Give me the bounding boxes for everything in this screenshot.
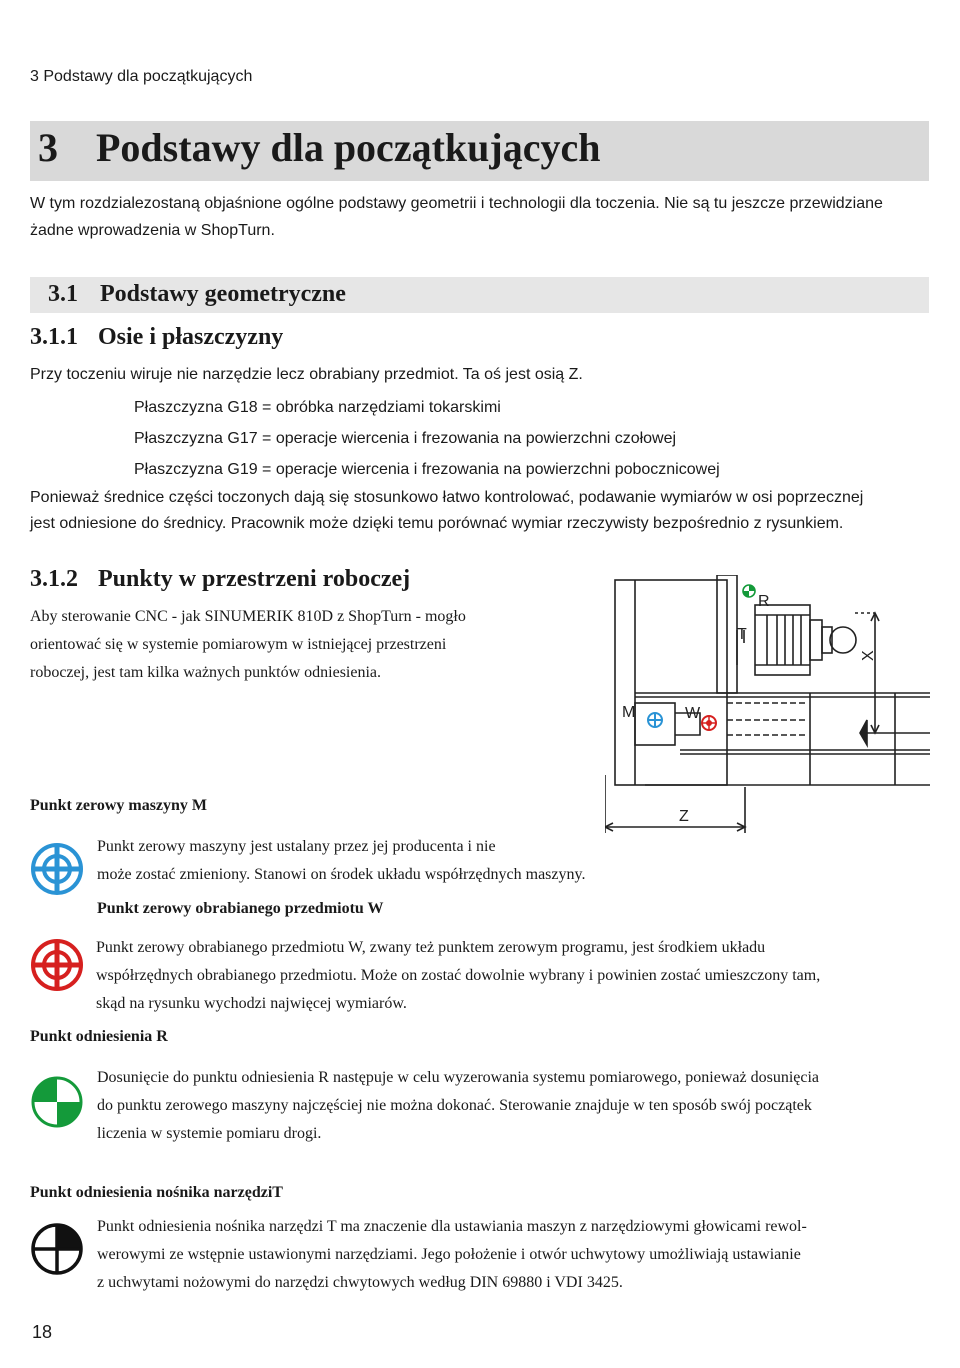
subsection-title: Punkty w przestrzeni roboczej: [98, 566, 411, 592]
tool-carrier-icon: [30, 1222, 84, 1276]
subsection-number: 3.1.1: [30, 324, 78, 350]
chapter-heading: [38, 124, 600, 171]
axis-paragraph: Przy toczeniu wiruje nie narzędzie lecz obrabiany przedmiot. Ta oś jest osią Z.: [30, 366, 583, 383]
subsection-heading-points: [30, 566, 410, 593]
reference-point-line: Dosunięcie do punktu odniesienia R następuje w celu wyzerowania systemu pomiarowego, ponieważ dosunięcia: [97, 1069, 820, 1086]
label-z: Z: [679, 808, 689, 825]
chapter-title: Podstawy dla początkujących: [96, 125, 601, 170]
section-title: Podstawy geometryczne: [100, 281, 346, 307]
machine-zero-text: [97, 833, 585, 889]
reference-point-line: liczenia w systemie pomiaru drogi.: [97, 1125, 322, 1142]
subsection-heading-axes: [30, 324, 283, 351]
workpiece-zero-icon: [30, 938, 84, 992]
workpiece-zero-line: współrzędnych obrabianego przedmiotu. Może on zostać dowolnie wybrany i powinien zostać umieszczony tam,: [96, 967, 821, 984]
workpiece-zero-marker: [702, 716, 716, 730]
workpiece-zero-line: skąd na rysunku wychodzi najwięcej wymiarów.: [96, 995, 407, 1012]
subsection-title: Osie i płaszczyzny: [98, 324, 284, 350]
section-number: 3.1: [48, 281, 78, 307]
workpiece-zero-line: Punkt zerowy obrabianego przedmiotu W, zwany też punktem zerowym programu, jest środkiem układu: [96, 939, 766, 956]
tool-carrier-heading: Punkt odniesienia nośnika narzędziT: [30, 1184, 283, 1201]
tool-carrier-line: z uchwytami nożowymi do narzędzi chwytowych według DIN 69880 i VDI 3425.: [97, 1274, 623, 1291]
chapter-number: 3: [38, 125, 58, 170]
reference-point-heading: Punkt odniesienia R: [30, 1028, 168, 1045]
machine-zero-line: Punkt zerowy maszyny jest ustalany przez jej producenta i nie: [97, 838, 496, 855]
machine-zero-line: może zostać zmieniony. Stanowi on środek układu współrzędnych maszyny.: [97, 866, 586, 883]
label-r: R: [758, 593, 770, 610]
tool-carrier-line: Punkt odniesienia nośnika narzędzi T ma znaczenie dla ustawiania maszyn z narzędziowymi głowicami rewol-: [97, 1218, 807, 1235]
tool-carrier-text: [97, 1213, 807, 1297]
work-line: Aby sterowanie CNC - jak SINUMERIK 810D z ShopTurn - mogło: [30, 608, 466, 625]
intro-paragraph: [30, 190, 930, 244]
diameter-line: jest odniesione do średnicy. Pracownik może dzięki temu porównać wymiar rzeczywisty bezpośrednio z rysunkiem.: [30, 515, 844, 532]
reference-point-marker: [743, 585, 755, 597]
plane-item: Płaszczyzna G18 = obróbka narzędziami tokarskimi: [134, 399, 501, 416]
label-x: X: [860, 650, 877, 661]
work-line: orientować się w systemie pomiarowym w istniejącej przestrzeni: [30, 636, 447, 653]
lathe-diagram: [605, 575, 930, 833]
intro-line: żadne wprowadzenia w ShopTurn.: [30, 222, 275, 239]
label-w: W: [685, 705, 701, 722]
reference-point-icon: [30, 1075, 84, 1129]
section-heading: [48, 281, 346, 308]
planes-list: [134, 392, 720, 485]
plane-item: Płaszczyzna G19 = operacje wiercenia i frezowania na powierzchni pobocznicowej: [134, 461, 720, 478]
work-area-paragraph: [30, 603, 466, 687]
running-head: 3 Podstawy dla początkujących: [30, 68, 253, 85]
label-t: T: [737, 626, 747, 643]
plane-item: Płaszczyzna G17 = operacje wiercenia i frezowania na powierzchni czołowej: [134, 430, 677, 447]
diameter-paragraph: [30, 485, 940, 537]
machine-zero-heading: Punkt zerowy maszyny M: [30, 797, 208, 814]
tool-carrier-line: werowymi ze wstępnie ustawionymi narzędziami. Jego położenie i otwór uchwytowy umożliwiają ustawianie: [97, 1246, 801, 1263]
machine-zero-marker: [648, 713, 662, 727]
reference-point-line: do punktu zerowego maszyny najczęściej nie można dokonać. Sterowanie znajduje w ten sposób swój początek: [97, 1097, 812, 1114]
reference-point-text: [97, 1064, 819, 1148]
workpiece-zero-text: [96, 934, 820, 1018]
label-m: M: [622, 704, 636, 721]
workpiece-zero-heading: Punkt zerowy obrabianego przedmiotu W: [97, 900, 384, 917]
work-line: roboczej, jest tam kilka ważnych punktów odniesienia.: [30, 664, 382, 681]
page-number: 18: [32, 1322, 53, 1342]
subsection-number: 3.1.2: [30, 566, 78, 592]
diameter-line: Ponieważ średnice części toczonych dają się stosunkowo łatwo kontrolować, podawanie wymiarów w osi poprzecznej: [30, 489, 864, 506]
machine-zero-icon: [30, 842, 84, 896]
intro-line: W tym rozdzialezostaną objaśnione ogólne podstawy geometrii i technologii dla toczenia. Nie są tu jeszcze przewidziane: [30, 195, 883, 212]
